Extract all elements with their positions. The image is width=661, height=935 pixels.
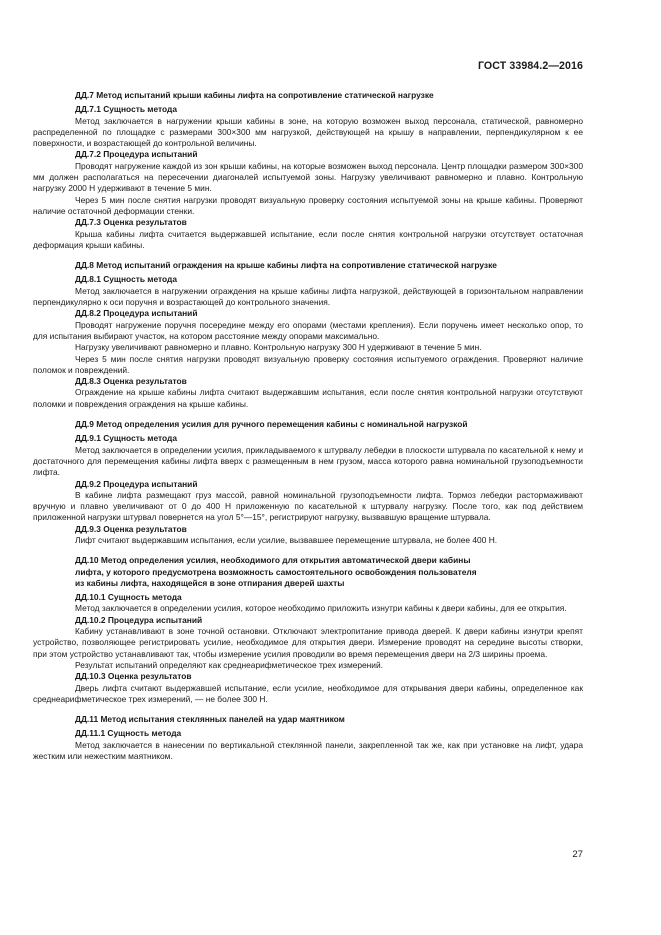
paragraph: Ограждение на крыше кабины лифта считают выдержавшим испытания, если после снятия контрольной нагрузки отсутствуют поломки и повреждения ограждения на крыше кабины.: [33, 387, 583, 409]
paragraph: Крыша кабины лифта считается выдержавшей испытание, если после снятия контрольной нагрузки отсутствует остаточная деформация крыши кабины.: [33, 228, 583, 250]
subsection-heading: ДД.11.1 Сущность метода: [75, 728, 182, 739]
section-heading-line: ДД.9 Метод определения усилия для ручного перемещения кабины с номинальной нагрузкой: [75, 419, 468, 430]
paragraph: Лифт считают выдержавшим испытания, если усилие, вызвавшее перемещение штурвала, не более 400 Н.: [75, 534, 498, 545]
section-heading-line: ДД.8 Метод испытаний ограждения на крыше кабины лифта на сопротивление статической нагрузке: [75, 260, 497, 271]
paragraph: Проводят нагружение каждой из зон крыши кабины, на которые возможен выход персонала. Центр площадки размером 300×300 мм должен располагаться на пересечении диагоналей испытуемой зоны. Нагрузку увеличивают равномерно и плавно. Контрольную нагрузку 2000 Н удерживают в течение 5 мин.: [33, 160, 583, 194]
subsection-heading: ДД.8.2 Процедура испытаний: [75, 308, 198, 319]
subsection-heading: ДД.9.3 Оценка результатов: [75, 523, 187, 534]
paragraph: Через 5 мин после снятия нагрузки проводят визуальную проверку состояния испытуемого ограждения. Проверяют наличие поломок и повреждений.: [33, 353, 583, 375]
subsection-heading: ДД.7.1 Сущность метода: [75, 104, 178, 115]
document-code: ГОСТ 33984.2—2016: [477, 60, 583, 72]
subsection-heading: ДД.9.1 Сущность метода: [75, 433, 178, 444]
section-heading-line: из кабины лифта, находящейся в зоне отпирания дверей шахты: [75, 577, 345, 588]
paragraph: Метод заключается в нагружении ограждения на крыше кабины лифта нагрузкой, действующей в горизонтальном направлении перпендикулярно к оси поручня и возрастающей до контрольного значения.: [33, 285, 583, 308]
paragraph: Через 5 мин после снятия нагрузки проводят визуальную проверку состояния испытуемой зоны на крыше кабины. Проверяют наличие остаточной деформации стенки.: [33, 194, 583, 216]
subsection-heading: ДД.10.2 Процедура испытаний: [75, 614, 203, 625]
section-heading: [33, 714, 583, 725]
paragraph: Кабину устанавливают в зоне точной остановки. Отключают электропитание привода дверей. К двери кабины изнутри крепят устройство, позволяющее регистрировать усилие, необходимое для открытия двери. Измерение проводят на середине высоты створки, при этом устройство устанавливают так, чтобы измерение усилия проводили во время перемещения двери на 2/3 ширины проема.: [33, 626, 583, 659]
paragraph: В кабине лифта размещают груз массой, равной номинальной грузоподъемности лифта. Тормоз лебедки растормаживают вручную и плавно увеличивают от 0 до 400 Н приложенную по касательной к штурвалу нагрузку. После того, как под действием приложенной нагрузки штурвал повернется на угол 5°—15°, регистрируют нагрузку, вызвавшую вращение штурвала.: [33, 489, 583, 523]
section-heading-line: ДД.7 Метод испытаний крыши кабины лифта на сопротивление статической нагрузке: [75, 90, 434, 100]
subsection-heading: ДД.9.2 Процедура испытаний: [75, 478, 198, 489]
paragraph: Результат испытаний определяют как среднеарифметическое трех измерений.: [75, 659, 383, 670]
paragraph: Метод заключается в определении усилия, прикладываемого к штурвалу лебедки в плоскости штурвала по касательной к нему и достаточного для перемещения кабины лифта вверх с размещенным в нем грузом, масса которого равна номинальной грузоподъемности лифта.: [33, 444, 583, 478]
page-number: 27: [572, 849, 583, 860]
subsection-heading: ДД.7.3 Оценка результатов: [75, 217, 187, 228]
subsection-heading: ДД.8.1 Сущность метода: [75, 274, 178, 285]
section-heading: [33, 260, 583, 271]
subsection-heading: ДД.10.1 Сущность метода: [75, 592, 182, 603]
subsection-heading: ДД.7.2 Процедура испытаний: [75, 149, 198, 160]
section-heading-line: ДД.10 Метод определения усилия, необходимого для открытия автоматической двери кабины: [75, 555, 471, 566]
subsection-heading: ДД.8.3 Оценка результатов: [75, 376, 187, 387]
paragraph: Проводят нагружение поручня посередине между его опорами (местами крепления). Если поручень имеет несколько опор, то для испытания выбирают участок, на котором расстояние между опорами максимально.: [33, 319, 583, 341]
paragraph: Метод заключается в нанесении по вертикальной стеклянной панели, закрепленной так же, как при установке на лифт, удара жестким или нежестким маятником.: [33, 739, 583, 762]
paragraph: Метод заключается в определении усилия, которое необходимо приложить изнутри кабины к двери кабины, для ее открытия.: [75, 603, 567, 614]
paragraph: Нагрузку увеличивают равномерно и плавно. Контрольную нагрузку 300 Н удерживают в течение 5 мин.: [75, 342, 482, 353]
section-heading: [33, 90, 583, 101]
section-heading: [33, 555, 583, 589]
section-heading-line: лифта, у которого предусмотрена возможность самостоятельного освобождения пользователя: [75, 566, 477, 577]
section-heading-line: ДД.11 Метод испытания стеклянных панелей на удар маятником: [75, 714, 345, 725]
document-body: [33, 90, 583, 762]
section-heading: [33, 419, 583, 430]
paragraph: Метод заключается в нагружении крыши кабины в зоне, на которую возможен выход персонала, статической, равномерно распределенной по площадке с размерами 300×300 мм нагрузкой, действующей на крышу в направлении, перпендикулярном к ее поверхности, и возрастающей до контрольной величины.: [33, 115, 583, 149]
paragraph: Дверь лифта считают выдержавшей испытание, если усилие, необходимое для открывания двери кабины, определенное как среднеарифметическое трех измерений, — не более 300 Н.: [33, 682, 583, 704]
subsection-heading: ДД.10.3 Оценка результатов: [75, 671, 192, 682]
